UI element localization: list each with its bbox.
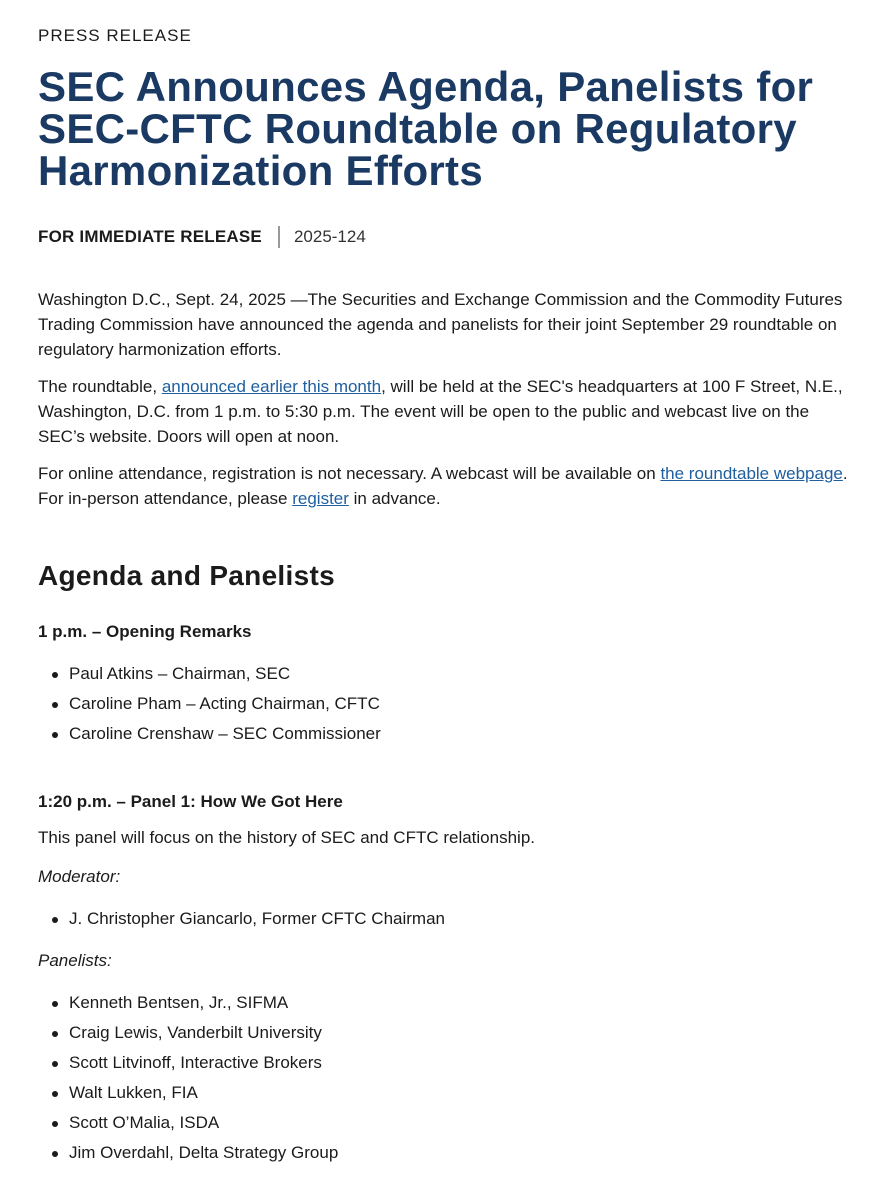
opening-remarks-block [38, 622, 848, 642]
panelists-label: Panelists: [38, 951, 112, 970]
agenda-section-title: Agenda and Panelists [38, 560, 335, 591]
moderators [38, 904, 848, 934]
list-item: Jim Overdahl, Delta Strategy Group [38, 1138, 848, 1168]
panel-1-description-wrap [38, 828, 848, 848]
list-item: Scott O’Malia, ISDA [38, 1108, 848, 1138]
intro-paragraph-3 [38, 461, 848, 511]
list-item: Paul Atkins – Chairman, SEC [38, 659, 848, 689]
meta-divider [278, 226, 280, 248]
moderator-label: Moderator: [38, 867, 121, 886]
moderator-list [38, 904, 848, 934]
intro-paragraph-3-lead: For online attendance, registration is not necessary. A webcast will be available on [38, 464, 661, 483]
panel-1-block [38, 792, 848, 812]
intro-paragraph-2 [38, 374, 848, 449]
list-item: J. Christopher Giancarlo, Former CFTC Chairman [38, 904, 848, 934]
intro-paragraph-2-lead: The roundtable, [38, 377, 162, 396]
list-item: Walt Lukken, FIA [38, 1078, 848, 1108]
panelists-label-wrap [38, 951, 848, 971]
dateline: Washington D.C., Sept. 24, 2025 [38, 290, 286, 309]
opening-remarks-heading: 1 p.m. – Opening Remarks [38, 622, 252, 641]
intro-body [38, 287, 848, 523]
moderator-label-wrap [38, 867, 848, 887]
list-item: Caroline Pham – Acting Chairman, CFTC [38, 689, 848, 719]
press-release-kicker: PRESS RELEASE [38, 26, 192, 45]
list-item: Craig Lewis, Vanderbilt University [38, 1018, 848, 1048]
opening-speakers [38, 659, 848, 749]
panel-1-heading: 1:20 p.m. – Panel 1: How We Got Here [38, 792, 343, 811]
intro-paragraph-3-mid: . For in-person attendance, please [38, 464, 848, 508]
release-label: FOR IMMEDIATE RELEASE [38, 227, 262, 246]
opening-speakers-list [38, 659, 848, 749]
intro-paragraph-2-rest: , will be held at the SEC's headquarters at 100 F Street, N.E., Washington, D.C. from 1 p.m. to 5:30 p.m. The event will be open to the public and webcast live on the SEC’s website. Doors will open at noon. [38, 377, 843, 446]
intro-paragraph-1 [38, 287, 848, 362]
panel-1-description: This panel will focus on the history of SEC and CFTC relationship. [38, 828, 536, 847]
list-item: Caroline Crenshaw – SEC Commissioner [38, 719, 848, 749]
page-title: SEC Announces Agenda, Panelists for SEC-CFTC Roundtable on Regulatory Harmonization Efforts [38, 63, 814, 194]
roundtable-webpage-link[interactable]: the roundtable webpage [660, 464, 843, 483]
register-link[interactable]: register [292, 489, 349, 508]
list-item: Kenneth Bentsen, Jr., SIFMA [38, 988, 848, 1018]
intro-paragraph-3-rest: in advance. [348, 489, 441, 508]
announced-earlier-link[interactable]: announced earlier this month [161, 377, 382, 396]
release-number: 2025-124 [293, 227, 366, 246]
list-item: Scott Litvinoff, Interactive Brokers [38, 1048, 848, 1078]
release-meta [38, 226, 366, 248]
panelists [38, 988, 848, 1168]
panelist-list [38, 988, 848, 1168]
intro-paragraph-1-text: —The Securities and Exchange Commission and the Commodity Futures Trading Commission have announced the agenda and panelists for their joint September 29 roundtable on regulatory harmonization efforts. [38, 290, 843, 359]
